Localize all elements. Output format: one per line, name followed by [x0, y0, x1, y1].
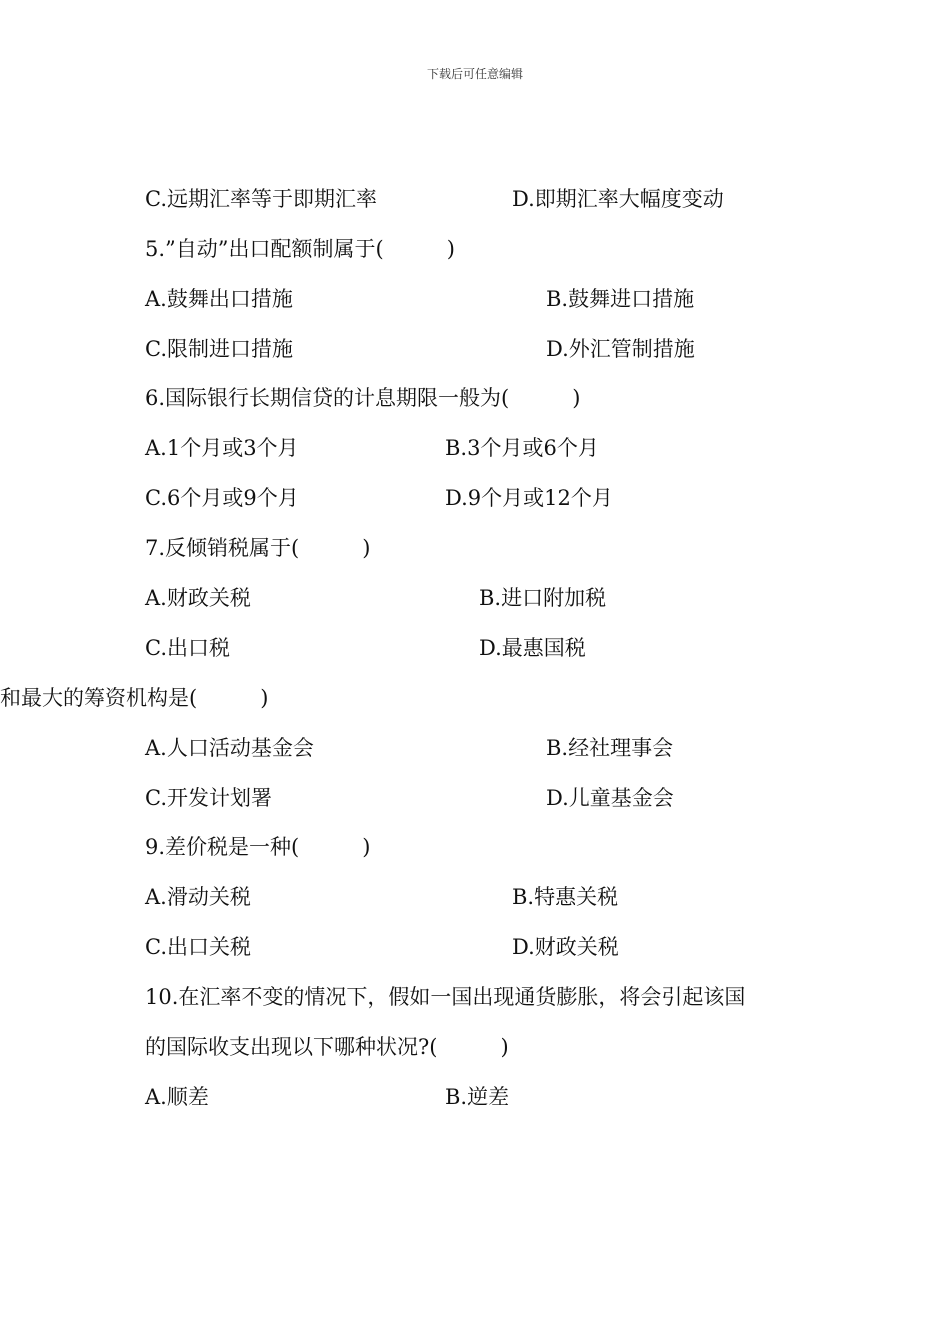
q9-option-b: B.特惠关税 [512, 885, 619, 909]
q6-option-b: B.3个月或6个月 [445, 436, 599, 460]
q8-option-a: A.人口活动基金会 [145, 736, 314, 760]
q8-option-b: B.经社理事会 [546, 736, 674, 760]
question-8-fragment: 和最大的筹资机构是( ) [0, 686, 269, 710]
q7-option-d: D.最惠国税 [479, 636, 586, 660]
q6-option-a: A.1个月或3个月 [145, 436, 299, 460]
question-9: 9.差价税是一种( ) [145, 835, 371, 859]
q7-option-c: C.出口税 [145, 636, 230, 660]
question-7: 7.反倾销税属于( ) [145, 536, 371, 560]
question-6: 6.国际银行长期信贷的计息期限一般为( ) [145, 386, 581, 410]
q4-option-d: D.即期汇率大幅度变动 [512, 187, 724, 211]
q5-option-a: A.鼓舞出口措施 [145, 287, 293, 311]
question-10-line-1: 10.在汇率不变的情况下，假如一国出现通货膨胀，将会引起该国 [145, 985, 746, 1009]
q9-option-c: C.出口关税 [145, 935, 251, 959]
q7-option-b: B.进口附加税 [479, 586, 607, 610]
q5-option-c: C.限制进口措施 [145, 337, 293, 361]
q6-option-c: C.6个月或9个月 [145, 486, 299, 510]
q4-option-c: C.远期汇率等于即期汇率 [145, 187, 377, 211]
q5-option-b: B.鼓舞进口措施 [546, 287, 695, 311]
page-header: 下载后可任意编辑 [426, 67, 523, 81]
q6-option-d: D.9个月或12个月 [445, 486, 613, 510]
q10-option-b: B.逆差 [445, 1085, 510, 1109]
q8-option-c: C.开发计划署 [145, 786, 272, 810]
q8-option-d: D.儿童基金会 [546, 786, 674, 810]
question-5: 5.”自动”出口配额制属于( ) [145, 237, 455, 261]
q7-option-a: A.财政关税 [145, 586, 251, 610]
q9-option-a: A.滑动关税 [145, 885, 251, 909]
q9-option-d: D.财政关税 [512, 935, 619, 959]
question-10-line-2: 的国际收支出现以下哪种状况?( ) [145, 1035, 509, 1059]
q10-option-a: A.顺差 [145, 1085, 209, 1109]
q5-option-d: D.外汇管制措施 [546, 337, 695, 361]
